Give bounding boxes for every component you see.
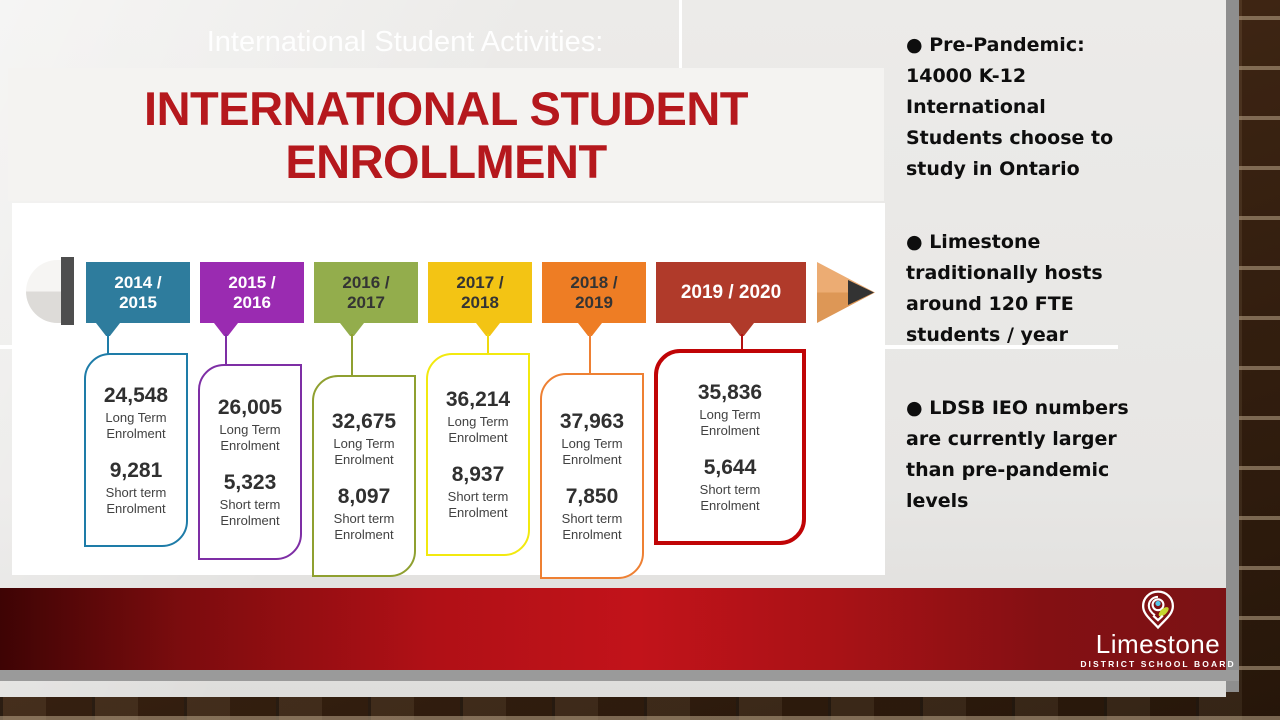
long-term-label: Long Term [561,435,623,451]
long-term-label: Enrolment [448,430,508,445]
bullet-line: ● LDSB IEO numbers [906,397,1129,419]
year-box-2019-2020 [656,262,806,323]
short-term-label: Enrolment [220,512,280,528]
slide-header-ghost-title: International Student Activities: [206,26,604,58]
long-term-group [698,381,762,439]
bullet-line: students / year [906,324,1068,346]
short-term-label: Short term [219,496,281,512]
long-term-label: Enrolment [334,451,394,467]
long-term-group [332,410,396,468]
short-term-group [562,485,623,543]
connector-stem [351,334,353,376]
bullet-line: study in Ontario [906,158,1080,180]
short-term-label: Short term [447,489,509,504]
page-title-line-2: ENROLLMENT [285,134,607,188]
year-box-2018-2019 [542,262,646,323]
short-term-label: Enrolment [106,500,166,516]
short-term-label: Enrolment [562,526,622,542]
enrollment-callout-2017-2018 [426,353,530,556]
long-term-label: Enrolment [220,437,280,453]
year-label: 2019 / 2020 [680,281,782,303]
short-term-value: 5,644 [703,455,757,479]
short-term-value: 9,281 [109,458,163,482]
year-label: 2017 / [456,272,504,292]
short-term-label: Short term [699,481,761,497]
bullet-line: International [906,96,1046,118]
short-term-group [448,463,509,521]
enrollment-callout-2016-2017 [312,375,416,577]
long-term-value: 36,214 [445,388,511,411]
year-box-2014-2015 [86,262,190,323]
limestone-logo [1080,588,1236,670]
connector-stem [107,334,109,354]
page-title-line-1: INTERNATIONAL STUDENT [144,81,748,135]
year-label: 2019 [575,292,613,312]
bullet-pre-pandemic [906,30,1218,185]
connector-stem [589,334,591,374]
long-term-group [104,384,168,442]
pencil-eraser-end [26,260,61,323]
bullet-line: Students choose to [906,127,1114,149]
bullet-line: traditionally hosts [906,262,1103,284]
year-label: 2016 [233,292,271,312]
bullet-line: are currently larger [906,428,1117,450]
year-label: 2018 / [570,272,618,292]
enrollment-callout-2014-2015 [84,353,188,547]
long-term-group [218,396,282,454]
footer-gray-strip [0,670,1239,681]
year-label: 2016 / [342,272,390,292]
year-label: 2015 [119,292,157,312]
long-term-label: Enrolment [106,425,166,441]
bullet-line: levels [906,490,969,512]
long-term-label: Enrolment [700,422,760,438]
year-label: 2017 [347,292,385,312]
connector-stem [225,334,227,365]
bullet-line: 14000 K-12 [906,65,1027,87]
bullet-line: around 120 FTE [906,293,1074,315]
long-term-value: 32,675 [331,409,397,433]
short-term-group [334,485,395,543]
short-term-value: 8,937 [451,463,505,486]
bullet-line: than pre-pandemic [906,459,1110,481]
short-term-label: Enrolment [700,497,760,513]
short-term-group [106,459,167,517]
year-box-2017-2018 [428,262,532,323]
short-term-value: 7,850 [565,484,619,508]
enrollment-timeline-panel [12,203,885,575]
long-term-label: Long Term [219,421,281,437]
sidebar-bullet-list [906,30,1218,559]
long-term-label: Enrolment [562,451,622,467]
enrollment-callout-2015-2016 [198,364,302,560]
long-term-value: 35,836 [697,380,763,404]
short-term-value: 5,323 [223,470,277,494]
limestone-pin-icon [1137,589,1179,631]
year-box-2015-2016 [200,262,304,323]
connector-stem [487,334,489,354]
enrollment-callout-2019-2020 [654,349,806,545]
pencil-tip-lead [848,280,874,305]
long-term-label: Long Term [699,406,761,422]
bullet-ldsb-ieo [906,393,1218,517]
bullet-limestone-hosts [906,227,1218,351]
short-term-label: Short term [105,484,167,500]
bullet-line: ● Pre-Pandemic: [906,34,1085,56]
short-term-value: 8,097 [337,484,391,508]
long-term-group [446,388,510,446]
header-divider-line [679,0,682,70]
year-label: 2018 [461,292,499,312]
long-term-label: Long Term [333,435,395,451]
short-term-group [220,471,281,529]
connector-stem [741,334,743,350]
long-term-label: Long Term [447,414,509,429]
short-term-label: Short term [333,510,395,526]
short-term-label: Enrolment [448,505,508,520]
short-term-label: Enrolment [334,526,394,542]
long-term-label: Long Term [105,409,167,425]
enrollment-callout-2018-2019 [540,373,644,579]
long-term-group [560,410,624,468]
title-block [8,68,884,201]
year-label: 2015 / [228,272,276,292]
long-term-value: 37,963 [559,409,625,433]
short-term-group [700,456,761,514]
limestone-brand-subtext: DISTRICT SCHOOL BOARD [1080,659,1236,669]
limestone-brand-text: Limestone [1095,629,1221,659]
pencil-ferrule [61,257,74,325]
long-term-value: 24,548 [103,383,169,407]
year-label: 2014 / [114,272,162,292]
short-term-label: Short term [561,510,623,526]
bullet-line: ● Limestone [906,231,1041,253]
year-box-2016-2017 [314,262,418,323]
long-term-value: 26,005 [217,395,283,419]
footer-red-bar [0,588,1226,670]
